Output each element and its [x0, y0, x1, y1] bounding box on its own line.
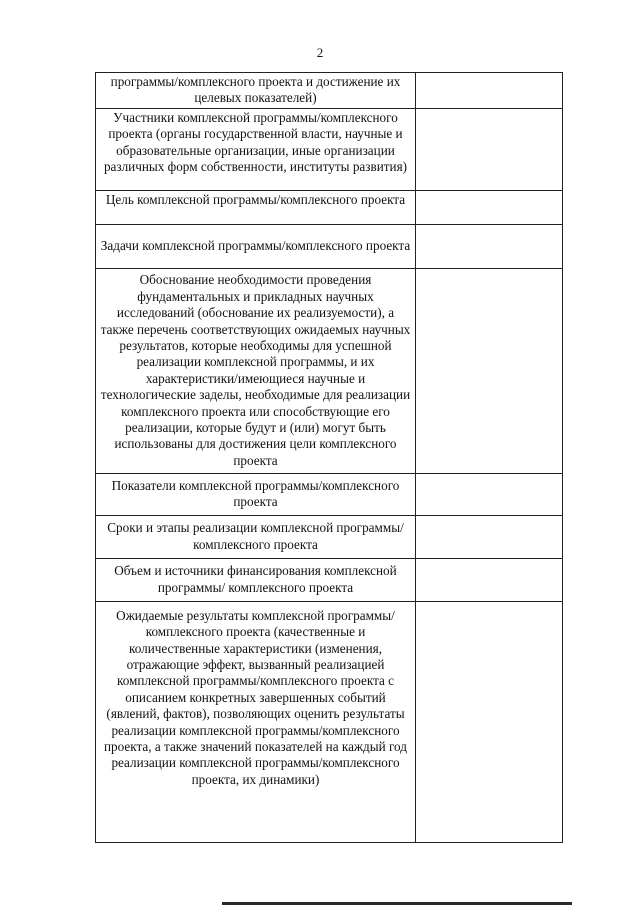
row-label-cell: [96, 108, 416, 190]
row-label: Ожидаемые результаты комплексной программы/комплексного проекта (качественные и количественные характеристики (изменения, отражающие эффект, вызванный реализацией комплексной программы/комплексного проекта с описанием конкретных завершенных событий (явлений, фактов), позволяющих оценить результаты реализации комплексной программы/комплексного проекта, а также значений показателей на каждый год реализации комплексной программы/комплексного проекта, их динамики): [104, 607, 407, 787]
row-value-cell: [416, 558, 563, 601]
row-value: [416, 493, 562, 495]
row-label-cell: [96, 601, 416, 842]
table-row: [96, 601, 563, 842]
row-value-cell: [416, 73, 563, 109]
row-label: Цель комплексной программы/комплексного проекта: [105, 191, 406, 207]
row-label: Участники комплексной программы/комплексного проекта (органы государственной власти, научные и образовательные организации, иные организации различных форм собственности, институты развития): [103, 109, 408, 175]
row-label-cell: [96, 558, 416, 601]
table-row: [96, 73, 563, 109]
row-value: [416, 370, 562, 372]
row-label: Сроки и этапы реализации комплексной программы/комплексного проекта: [107, 520, 404, 552]
table-row: [96, 268, 563, 473]
row-label-cell: [96, 473, 416, 515]
page-number: 2: [316, 45, 324, 60]
row-label: программы/комплексного проекта и достижение их целевых показателей): [110, 74, 401, 106]
row-value: [416, 245, 562, 247]
row-label: Объем и источники финансирования комплексной программы/ комплексного проекта: [114, 563, 397, 595]
row-label-cell: [96, 73, 416, 109]
row-label: Задачи комплексной программы/комплексного проекта: [100, 238, 411, 254]
table-row: [96, 473, 563, 515]
table-row: [96, 515, 563, 558]
row-value: [416, 536, 562, 538]
row-value: [416, 721, 562, 723]
row-label-cell: [96, 515, 416, 558]
row-value-cell: [416, 190, 563, 224]
row-value-cell: [416, 108, 563, 190]
row-value-cell: [416, 268, 563, 473]
row-value-cell: [416, 224, 563, 268]
row-label: Показатели комплексной программы/комплексного проекта: [111, 477, 400, 510]
table-row: [96, 224, 563, 268]
row-label-cell: [96, 268, 416, 473]
row-value: [416, 148, 562, 150]
row-label: Обоснование необходимости проведения фундаментальных и прикладных научных исследований (обоснование их реализуемости), а также перечень соответствующих ожидаемых научных результатов, которые необходимы для успешной реализации комплексной программы, и их характеристики/имеющиеся научные и технологические заделы, необходимые для реализации комплексного проекта или способствующие его реализации, которые будут и (или) могут быть использованы для достижения цели комплексного проекта: [100, 272, 411, 468]
table-row: [96, 558, 563, 601]
row-value: [416, 206, 562, 208]
row-value-cell: [416, 515, 563, 558]
table-row: [96, 190, 563, 224]
row-label-cell: [96, 190, 416, 224]
program-passport-table: [95, 72, 563, 843]
row-label-cell: [96, 224, 416, 268]
row-value: [416, 89, 562, 91]
table-row: [96, 108, 563, 190]
row-value-cell: [416, 601, 563, 842]
row-value-cell: [416, 473, 563, 515]
row-value: [416, 579, 562, 581]
